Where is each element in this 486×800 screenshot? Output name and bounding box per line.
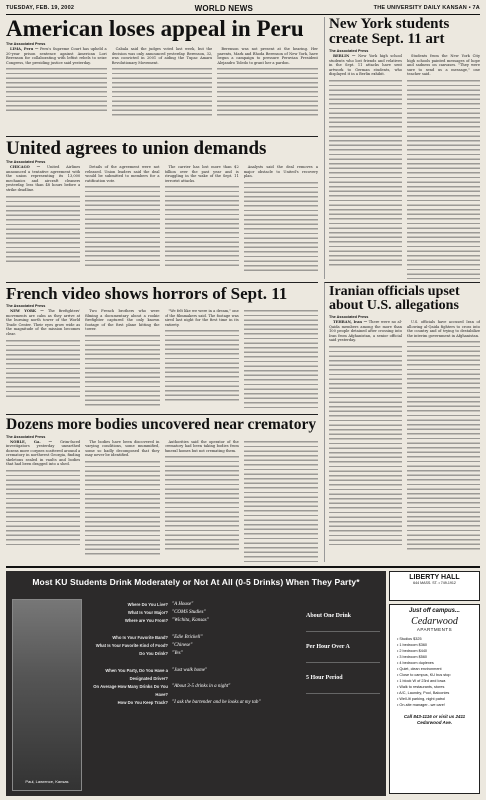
folio-section: WORLD NEWS [194, 3, 254, 13]
headline-french-video: French video shows horrors of Sept. 11 [6, 284, 288, 303]
liberty-hall-address: 644 MASS. ST. • 749-1912 [413, 581, 456, 585]
story-united [6, 136, 318, 276]
ad-side-line: About One Drink [306, 601, 380, 632]
qa-row: What Is Your Major? "COMS Studies" [127, 610, 206, 615]
liberty-hall-name: LIBERTY HALL [409, 574, 460, 581]
byline-iran: The Associated Press [329, 315, 369, 319]
headline-iran: Iranian officials upset about U.S. allegations [329, 284, 460, 313]
ad-side-line: Per Hour Over A [306, 632, 380, 663]
ad-side-line: 5 Hour Period [306, 663, 380, 694]
story-ny-students [324, 17, 480, 279]
list-item: • Walk to restaurants, stores [397, 685, 445, 689]
folio-date: TUESDAY, FEB. 19, 2002 [6, 5, 75, 11]
story-united-col4: Analysts said the deal removes a major obstacle to United's recovery plan. [244, 165, 318, 271]
story-crematory-col2: The bodies have been discovered in varying conditions, some mummified, some so badly decomposed that they may never be identified. [85, 440, 159, 564]
headline-united: United agrees to union demands [6, 138, 267, 159]
headline-ny-students: New York students create Sept. 11 art [329, 16, 450, 47]
cedarwood-call: Call 843-1116 or visit us 2411 Cedarwood Ave. [403, 714, 466, 725]
cedarwood-sub: APARTMENTS [416, 627, 453, 632]
cedarwood-list [393, 636, 476, 708]
list-item: • Quiet, clean environment [397, 667, 442, 671]
byline-united: The Associated Press [6, 160, 46, 164]
story-peru-col2: Cabala said the judges voted last week, but the decision was only announced yesterday. Berenson, 32, was convicted in 2001 of aiding the Tupac Amaru Revolutionary Movement. [112, 47, 213, 119]
story-iran-col2: U.S. officials have accused Iran of allowing al-Qaida fighters to cross into the country and of trying to destabilize the interim government in Afghanistan. [407, 320, 480, 550]
headline-peru: American loses appeal in Peru [6, 16, 304, 41]
story-iran-col1: TEHRAN, Iran — There were no al-Qaida members among the more than 100 people detained after crossing into Iran from Afghanistan, a senior official said yesterday. [329, 320, 402, 550]
byline-french-video: The Associated Press [6, 304, 46, 308]
story-united-col2: Details of the agreement were not released. Union leaders said the deal would be submitted to members for a ratification vote. [85, 165, 159, 271]
story-french-video [6, 282, 318, 410]
story-peru [6, 17, 318, 131]
story-crematory-col3: Authorities said the operator of the crematory had been taking bodies from funeral homes but not cremating them. [165, 440, 239, 564]
byline-ny-students: The Associated Press [329, 49, 369, 53]
qa-row: On Average How Many Drinks Do You Have? "About 3-5 drinks in a night" [93, 684, 231, 697]
story-iran [324, 282, 480, 562]
story-united-col3: The carrier has lost more than $2 billion over the past year and is struggling in the wake of the Sept. 11 terrorist attacks. [165, 165, 239, 271]
story-peru-body [6, 47, 318, 119]
advertisement-area [6, 566, 480, 796]
list-item: • 1 block W of 23rd and Iowa [397, 679, 446, 683]
qa-row: What Is Your Favorite Kind of Food? "Chinese" [95, 643, 193, 648]
list-item: • On-site manager...we care! [397, 703, 445, 707]
liberty-hall-ad [389, 571, 480, 601]
list-item: • A/C, Laundry, Pool, Balconies [397, 691, 450, 695]
ad-banner: Most KU Students Drink Moderately or Not At All (0-5 Drinks) When They Party* [32, 577, 360, 587]
list-item: • Close to campus, KU bus stop [397, 673, 451, 677]
story-ny-col2: Students from the New York City high schools painted messages of hope and sadness on canvases. "They were sure to send us a message," one teacher said. [407, 54, 480, 279]
qa-group [90, 601, 290, 625]
story-french-col1: NEW YORK — The firefighters' movements are calm as they arrive at the burning north tower of the World Trade Center. Their eyes grow wide as the magnitude of the mission becomes clear. [6, 309, 80, 409]
list-item: • 3 bedroom $560 [397, 655, 428, 659]
story-french-col4 [244, 309, 318, 409]
qa-group [90, 667, 290, 707]
list-item: • 2 bedroom $440 [397, 649, 428, 653]
cedarwood-tagline: Just off campus... [409, 608, 460, 614]
ku-drinking-ad [6, 571, 386, 796]
story-crematory [6, 414, 318, 560]
qa-row: When You Party, Do You Have a Designated Driver? "Just walk home" [105, 668, 208, 681]
qa-row: Do You Drink? "Yes" [139, 651, 183, 656]
byline-peru: The Associated Press [6, 42, 46, 46]
photo-caption: Paul, Lawrence, Kansas [25, 779, 69, 784]
story-crematory-col1: NOBLE, Ga. — Grim-faced investigators yesterday unearthed dozens more corpses scattered around a crematory in northwest Georgia, finding skeletons sealed in vaults and bodies that had been dragged into a shed. [6, 440, 80, 564]
student-photo [12, 599, 82, 791]
story-crematory-col4 [244, 440, 318, 564]
story-french-col3: "We felt like we were in a dream," one of the filmmakers said. The footage was aired last night for the first time in its entirety. [165, 309, 239, 409]
page-folio [6, 4, 480, 15]
list-item: • Studios $325 [397, 637, 422, 641]
qa-row: Where are You From? "Wichita, Kansas" [124, 618, 209, 623]
story-peru-col1: LIMA, Peru — Peru's Supreme Court has upheld a 20-year prison sentence against American Lori Berenson for collaborating with leftist rebels to seize Congress, the presiding justice said yesterday. [6, 47, 107, 119]
qa-row: How Do You Keep Track? "I ask the bartender and he looks at my tab" [117, 700, 261, 705]
cedarwood-ad [389, 604, 480, 794]
byline-crematory: The Associated Press [6, 434, 46, 439]
ad-questions [90, 601, 290, 716]
ad-side-panel [306, 601, 380, 694]
headline-crematory: Dozens more bodies uncovered near crematory [6, 416, 317, 433]
cedarwood-logo: Cedarwood [411, 616, 458, 627]
story-peru-col3: Berenson was not present at the hearing. Her parents, Mark and Rhoda Berenson of New York, have begun a campaign to pressure Peruvian President Alejandro Toledo to grant her a pardon. [217, 47, 318, 119]
list-item: • Well-lit parking, night patrol [397, 697, 446, 701]
list-item: • 4 bedroom duplexes [397, 661, 434, 665]
qa-group [90, 634, 290, 658]
folio-paper: THE UNIVERSITY DAILY KANSAN • 7A [373, 5, 480, 11]
list-item: • 1 bedroom $360 [397, 643, 428, 647]
story-united-col1: CHICAGO — United Airlines announced a tentative agreement with the union representing its 13,000 mechanics and aircraft cleaners yesterday, less than 48 hours before a strike deadline. [6, 165, 80, 271]
qa-row: Who Is Your Favorite Band? "Edie Brickell" [112, 635, 203, 640]
story-ny-col1: BERLIN — New York high school students who lost friends and relatives in the Sept. 11 attacks have sent artwork to German students, who displayed it in a Berlin exhibit. [329, 54, 402, 279]
qa-row: Where Do You Live? "A House" [127, 602, 194, 607]
story-french-col2: Two French brothers who were filming a documentary about a rookie firefighter captured the only known footage of the first plane hitting the tower. [85, 309, 159, 409]
story-peru-lede: Peru's Supreme Court has upheld a 20-year prison sentence against American Lori Berenson for collaborating with leftist rebels to seize Congress, the presiding justice said yesterday. [6, 47, 107, 65]
